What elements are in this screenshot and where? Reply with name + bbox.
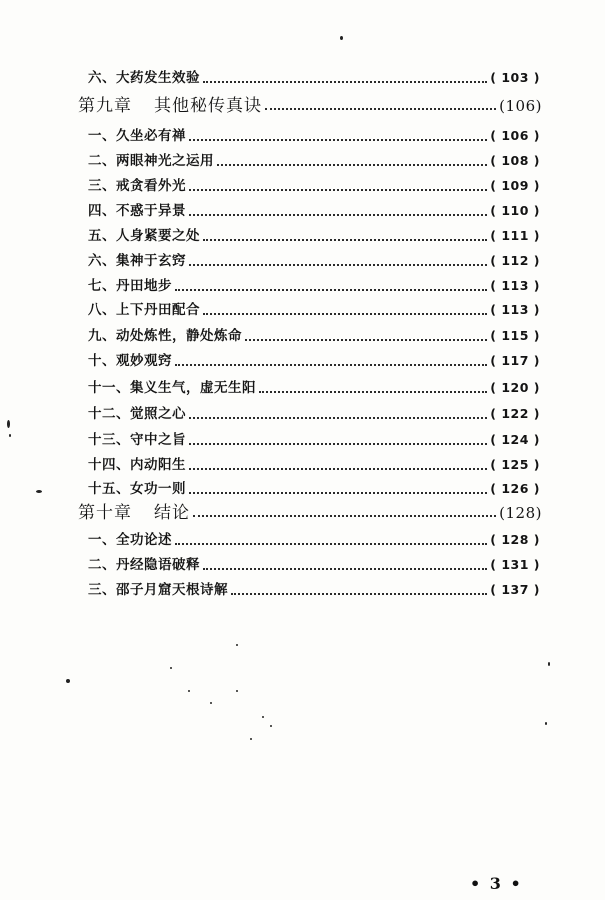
toc-entry-page: ( 137 ): [490, 582, 540, 597]
toc-chapter: [78, 498, 542, 524]
chapter-title: 结论: [154, 503, 190, 523]
toc-entry-title: 十、观妙观窍: [88, 353, 172, 369]
toc-entry: [88, 270, 540, 296]
toc-entry-page: ( 110 ): [490, 203, 540, 218]
toc-entry: [88, 120, 540, 146]
chapter-number: 第十章: [78, 503, 132, 523]
toc-entry: [88, 220, 540, 246]
scan-speck: [548, 662, 550, 666]
dot-leader: [175, 289, 487, 291]
toc-entry-title: 六、大药发生效验: [88, 70, 200, 86]
toc-entry-page: ( 126 ): [490, 481, 540, 496]
scan-speck: [7, 420, 10, 428]
scan-speck: [210, 702, 212, 704]
toc-entry-page: ( 131 ): [490, 557, 540, 572]
toc-chapter-page: (106): [499, 97, 542, 115]
toc-chapter: [78, 91, 542, 117]
scan-speck: [236, 644, 238, 646]
dot-leader: [189, 417, 487, 419]
toc-entry-page: ( 113 ): [490, 278, 540, 293]
toc-entry-title: 十四、内动阳生: [88, 457, 186, 473]
toc-entry-page: ( 112 ): [490, 253, 540, 268]
toc-entry-title: 五、人身紧要之处: [88, 228, 200, 244]
dot-leader: [231, 593, 487, 595]
dot-leader: [175, 543, 487, 545]
chapter-title: 其他秘传真诀: [154, 96, 262, 116]
dot-leader: [189, 139, 487, 141]
dot-leader: [189, 468, 487, 470]
toc-entry-title: 七、丹田地步: [88, 278, 172, 294]
dot-leader: [189, 264, 487, 266]
scan-speck: [170, 667, 172, 669]
toc-entry-page: ( 106 ): [490, 128, 540, 143]
toc-entry: [88, 372, 540, 398]
toc-entry-page: ( 125 ): [490, 457, 540, 472]
toc-entry-page: ( 111 ): [490, 228, 540, 243]
scan-speck: [250, 738, 252, 740]
toc-entry-title: 三、戒贪看外光: [88, 178, 186, 194]
toc-entry-title: 一、全功论述: [88, 532, 172, 548]
toc-entry-page: ( 115 ): [490, 328, 540, 343]
scan-speck: [340, 36, 343, 40]
toc-entry-page: ( 128 ): [490, 532, 540, 547]
toc-entry: [88, 145, 540, 171]
toc-entry: [88, 424, 540, 450]
toc-entry-page: ( 117 ): [490, 353, 540, 368]
toc-entry-title: 一、久坐必有禅: [88, 128, 186, 144]
toc-entry: [88, 320, 540, 346]
toc-entry-page: ( 120 ): [490, 380, 540, 395]
toc-entry: [88, 170, 540, 196]
scan-speck: [188, 690, 190, 692]
dot-leader: [245, 339, 487, 341]
toc-entry-page: ( 103 ): [490, 70, 540, 85]
dot-leader: [265, 108, 496, 110]
toc-entry-title: 八、上下丹田配合: [88, 302, 200, 318]
dot-leader: [193, 515, 496, 517]
dot-leader: [203, 313, 487, 315]
toc-entry-page: ( 124 ): [490, 432, 540, 447]
dot-leader: [203, 81, 487, 83]
scan-speck: [270, 725, 272, 727]
scan-speck: [545, 722, 547, 725]
scan-speck: [9, 434, 11, 437]
toc-entry: [88, 574, 540, 600]
toc-entry-title: 二、丹经隐语破释: [88, 557, 200, 573]
toc-entry-title: 四、不惑于异景: [88, 203, 186, 219]
toc-entry: [88, 62, 540, 88]
toc-entry: [88, 398, 540, 424]
toc-entry-title: 六、集神于玄窍: [88, 253, 186, 269]
chapter-number: 第九章: [78, 96, 132, 116]
toc-entry-page: ( 113 ): [490, 302, 540, 317]
scan-speck: [66, 679, 70, 683]
toc-entry: [88, 449, 540, 475]
toc-entry: [88, 524, 540, 550]
dot-leader: [189, 189, 487, 191]
toc-entry-title: 十一、集义生气，虚无生阳: [88, 380, 256, 396]
toc-entry: [88, 345, 540, 371]
dot-leader: [203, 568, 487, 570]
toc-entry-title: 二、两眼神光之运用: [88, 153, 214, 169]
dot-leader: [203, 239, 487, 241]
dot-leader: [189, 443, 487, 445]
toc-entry-title: 三、邵子月窟天根诗解: [88, 582, 228, 598]
dot-leader: [189, 214, 487, 216]
toc-entry: [88, 473, 540, 499]
toc-entry-title: 十二、觉照之心: [88, 406, 186, 422]
dot-leader: [217, 164, 487, 166]
dot-leader: [175, 364, 487, 366]
toc-entry-title: 十五、女功一则: [88, 481, 186, 497]
dot-leader: [189, 492, 487, 494]
toc-entry-title: 十三、守中之旨: [88, 432, 186, 448]
toc-chapter-page: (128): [499, 504, 542, 522]
toc-entry: [88, 195, 540, 221]
toc-entry-page: ( 122 ): [490, 406, 540, 421]
toc-entry-page: ( 108 ): [490, 153, 540, 168]
toc-entry-page: ( 109 ): [490, 178, 540, 193]
toc-entry: [88, 294, 540, 320]
dot-leader: [259, 391, 487, 393]
toc-entry: [88, 549, 540, 575]
scan-speck: [36, 490, 42, 493]
scan-speck: [236, 690, 238, 692]
toc-entry: [88, 245, 540, 271]
toc-entry-title: 九、动处炼性，静处炼命: [88, 328, 242, 344]
page-number-footer: • 3 •: [470, 874, 523, 893]
scan-speck: [262, 716, 264, 718]
